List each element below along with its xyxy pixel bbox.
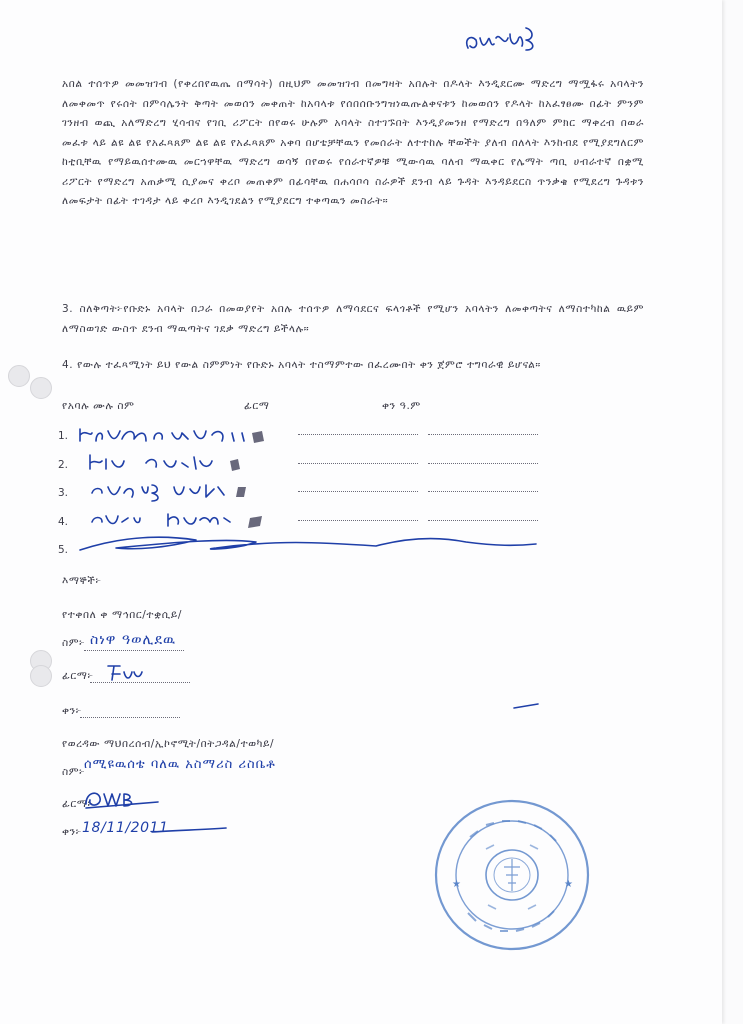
agreement-body-paragraph: አበል ተሰጥዎ መመዝገብ (የቀረበየዉጤ በማሳት) በዚህም መመዝገብ በመግዛት አበሉት በዶላት እንዲደርሙ ማድረግ ማሟፋሩ አባላትን ለመቀመጥ የሩሰት በምሳሌንት ቅጣት መወሰን መቀጠት ከአባላቱ የሰበሰቡንግዝነዉጡልቀናቱን ከመወሰን የዶላት ከአፈፃፀሙ በፊት ምንም ገንዘብ ወጪ አለማድረግ ሂሳብና የገቢ ሪፖርት በየወሩ ሁሉም አባላት ስተገኙበት እንዲያመንዘ የማድረግ በዓለም ምክር ማቀረብ በወራ መፈቱ ላይ ልዩ ልዩ የአፈጻጸም ልዩ ልዩ የአፈጻጸም አቀባ በሆቴቻቸዉን የመሰራት ለተተከሉ ቸወችት ያለብ በለላት እንከብደ የሚያደግለርም ከቲቢቸዉ የማይዉሰተሙዉ መርኀዋቸዉ ማድረግ ወሳኝ በየወሩ የሰራተኛዎቹ ሚውሳዉ ባለብ ማዉቀር የሌማት ጣቢ ሀብራተኛ በቋሚ ሪፖርት የማድረግ አጠቃሚ ሲያመና ቀረቦ መጠቀም በፊሳቸዉ በሐሳቦሳ ስራዎች ደንብ ላይ ጉዳት እንዳይደርስ ጥንቃቄ የሚደረግ ጉዳቱን ለመፍታት በፊት ተገዳታ ላይ ቀረቦ እንዲገደልን የሚያደርግ ተቀጣዉን መስራት።: [62, 78, 644, 207]
approver-date-value: 18/11/2011: [82, 820, 169, 836]
registrar-name-value: ስነዋ ዓወሊደዉ: [90, 632, 177, 648]
date-line: [298, 463, 418, 464]
registrar-name-line: [84, 650, 184, 651]
approver-label: የወረዳው ማህበረሰብ/ኢኮኖሚት/በትጋዳል/ተወካይ/: [62, 738, 275, 750]
stray-pen-mark: [512, 700, 542, 712]
official-stamp: [432, 797, 592, 953]
member-name-3-handwriting: [86, 479, 256, 505]
punch-hole-top-1: [8, 365, 30, 387]
row-number: 2.: [58, 459, 69, 471]
row-number: 5.: [58, 544, 69, 556]
stamp-seal-icon: [432, 797, 592, 953]
row-number: 4.: [58, 516, 69, 528]
section-3-penalties: 3. ስለቅጣት፦የቡድኑ አባላት በጋራ በመወያየት አበሉ ተሰጥዎ ለማሳደርና ፍላጎቶች የሚሆን አባላትን ለመቀጣትና ለማስተካከል ዉይም ለማስወገድ ውስጥ ደንብ ማዉጣትና ገደቃ ማድረግ ይችላሉ።: [62, 303, 644, 335]
approver-signature: [82, 786, 162, 812]
registrar-name-label: ስም፦: [62, 637, 86, 649]
member-name-1-handwriting: [76, 423, 276, 449]
approver-signature-label: ፊርማ፦: [62, 798, 94, 810]
header-date: ቀን ዓ.ም: [382, 400, 421, 412]
svg-text:★: ★: [452, 879, 461, 890]
registrar-label: የተቀበለ ቀ ማኅበር/ተቋሲይ/: [62, 609, 182, 621]
registrar-signature: [104, 662, 144, 684]
extra-line: [428, 491, 538, 492]
approver-date-label: ቀን፦: [62, 826, 82, 838]
punch-hole-top-2: [30, 377, 52, 399]
registrar-date-line: [80, 717, 180, 718]
row-number: 3.: [58, 487, 69, 499]
date-line: [298, 520, 418, 521]
header-signature: ፊርማ: [244, 400, 270, 412]
registrar-signature-label: ፊርማ፦: [62, 670, 94, 682]
approver-name-label: ስም፦: [62, 766, 86, 778]
top-handwritten-note: [460, 20, 550, 60]
punch-hole-bottom-2: [30, 665, 52, 687]
section-4-effectiveness: 4. የውሉ ተፈጻሚነት ይህ የውል ስምምነት የቡድኑ አባላት ተስማምተው በፈረሙበት ቀን ጀምሮ ተግባራዊ ይሆናል።: [62, 359, 541, 371]
extra-line: [428, 434, 538, 435]
date-line: [298, 491, 418, 492]
date-line: [298, 434, 418, 435]
header-member-name: የአባሉ ሙሉ ስም: [62, 400, 135, 412]
extra-line: [428, 463, 538, 464]
approver-name-value: ሰሚዩዉሰቴ ባለዉ አስማሪስ ሪስቤቶ: [84, 757, 276, 772]
registrar-date-label: ቀን፦: [62, 705, 82, 717]
member-name-2-handwriting: [86, 451, 256, 477]
row-number: 1.: [58, 430, 69, 442]
witnesses-label: እማኞች፦: [62, 575, 102, 587]
svg-text:★: ★: [564, 879, 573, 890]
row-5-cross-out-line: [76, 528, 546, 558]
extra-line: [428, 520, 538, 521]
approver-date-underline: [150, 826, 230, 838]
